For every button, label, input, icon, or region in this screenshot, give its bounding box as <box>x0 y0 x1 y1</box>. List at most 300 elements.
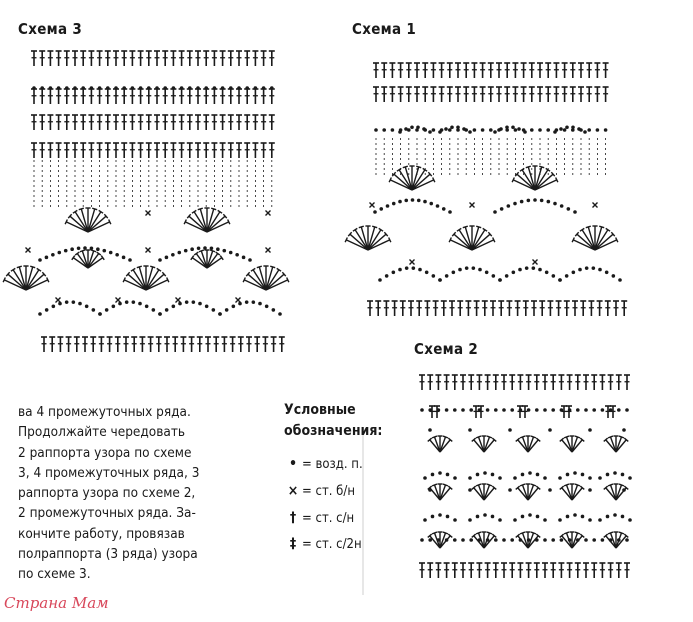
chain-stitch <box>523 130 527 134</box>
fan-stitch <box>403 166 408 167</box>
chain-stitch <box>105 308 109 312</box>
chain-stitch <box>197 247 201 251</box>
sc-stitch <box>176 298 181 303</box>
chain-stitch <box>508 428 512 432</box>
chain-stitch <box>520 200 524 204</box>
fan-stitch <box>619 436 624 438</box>
chain-stitch <box>165 256 169 260</box>
chain-stitch <box>486 408 490 412</box>
chain-stitch <box>128 258 132 262</box>
fan-stitch <box>599 226 604 227</box>
chain-stitch <box>493 130 497 134</box>
chain-stitch <box>192 300 196 304</box>
chain-stitch <box>468 428 472 432</box>
chain-stitch <box>517 127 521 131</box>
chain-stitch <box>533 198 537 202</box>
chain-stitch <box>417 199 421 203</box>
fan-stitch <box>531 484 536 486</box>
fan-stitch <box>432 484 437 486</box>
instruction-line: ва 4 промежуточных ряда. <box>18 404 191 420</box>
chain-stitch <box>543 538 547 542</box>
chain-stitch <box>468 488 472 492</box>
fan-stitch <box>17 266 22 267</box>
chain-stitch <box>422 127 426 131</box>
chain-stitch <box>592 266 596 270</box>
chain-stitch <box>553 130 557 134</box>
chain-stitch <box>567 207 571 211</box>
chain-stitch <box>500 207 504 211</box>
chain-stitch <box>587 128 591 132</box>
chain-stitch <box>476 515 480 519</box>
fan-stitch <box>531 436 536 438</box>
fan-stitch <box>575 532 580 534</box>
chain-stitch <box>499 127 503 131</box>
chain-stitch <box>272 308 276 312</box>
chain-stitch <box>601 538 605 542</box>
scheme-2-diagram <box>419 375 632 578</box>
chain-stitch <box>519 538 523 542</box>
chain-stitch <box>222 249 226 253</box>
chain-stitch <box>242 256 246 260</box>
chain-stitch <box>456 125 460 129</box>
instruction-line: по схеме 3. <box>18 566 91 583</box>
fan-stitch <box>184 220 186 225</box>
instruction-line: полраппорта (3 ряда) узора <box>18 546 198 563</box>
chain-stitch <box>378 278 382 282</box>
chain-stitch <box>258 302 262 306</box>
chain-stitch <box>392 202 396 206</box>
chain-stitch <box>453 538 457 542</box>
legend-label: = ст. с/2н <box>302 537 362 552</box>
chain-stitch <box>551 538 555 542</box>
chain-stitch <box>592 408 596 412</box>
sc-stitch <box>410 260 415 265</box>
chain-stitch <box>152 308 156 312</box>
chain-stitch <box>429 202 433 206</box>
chain-stitch <box>229 251 233 255</box>
sc-stitch <box>236 298 241 303</box>
chain-stitch <box>588 518 592 522</box>
chain-stitch <box>508 488 512 492</box>
fan-stitch <box>520 484 525 486</box>
chain-stitch <box>138 302 142 306</box>
chain-stitch <box>571 125 575 129</box>
instruction-line: раппорта узора по схеме 2, <box>18 485 196 502</box>
double-crochet-icon: † <box>289 510 297 526</box>
chain-stitch <box>596 128 600 132</box>
chain-stitch <box>609 538 613 542</box>
fan-stitch <box>3 278 5 283</box>
chain-stitch <box>592 538 596 542</box>
chain-stitch <box>109 251 113 255</box>
watermark-logo: Страна Мам <box>4 594 109 612</box>
chain-stitch <box>584 408 588 412</box>
legend-label: = ст. с/н <box>302 511 355 526</box>
chain-stitch <box>444 127 448 131</box>
chain-stitch <box>507 204 511 208</box>
sc-stitch <box>146 211 151 216</box>
chain-stitch <box>77 247 81 251</box>
chain-stitch-icon: • <box>288 456 298 472</box>
chain-stitch <box>573 471 577 475</box>
chain-stitch <box>565 125 569 129</box>
chain-stitch <box>428 538 432 542</box>
chain-stitch <box>469 538 473 542</box>
chain-stitch <box>494 538 498 542</box>
fan-stitch <box>433 178 435 183</box>
chain-stitch <box>423 476 427 480</box>
chain-stitch <box>218 312 222 316</box>
fan-stitch <box>359 226 364 227</box>
fan-stitch <box>198 208 203 209</box>
chain-stitch <box>598 518 602 522</box>
chain-stitch <box>481 128 485 132</box>
chain-stitch <box>552 274 556 278</box>
fan-stitch <box>520 532 525 534</box>
chain-stitch <box>391 128 395 132</box>
chain-stitch <box>510 538 514 542</box>
chain-stitch <box>485 270 489 274</box>
chain-stitch <box>513 202 517 206</box>
chain-stitch <box>398 268 402 272</box>
sc-stitch <box>470 203 475 208</box>
chain-stitch <box>432 128 436 132</box>
chain-stitch <box>617 538 621 542</box>
chain-stitch <box>543 408 547 412</box>
fan-stitch <box>616 238 618 243</box>
chain-stitch <box>583 130 587 134</box>
chain-stitch <box>45 308 49 312</box>
sc-stitch <box>56 298 61 303</box>
chain-stitch <box>625 538 629 542</box>
chain-stitch <box>158 258 162 262</box>
fan-stitch <box>92 208 97 209</box>
chain-stitch <box>528 471 532 475</box>
chain-stitch <box>205 304 209 308</box>
fan-stitch <box>345 238 347 243</box>
chain-stitch <box>536 473 540 477</box>
treble-crochet-icon: ‡ <box>289 536 297 552</box>
chain-stitch <box>573 513 577 517</box>
chain-stitch <box>438 278 442 282</box>
chain-stitch <box>232 304 236 308</box>
chain-stitch <box>431 515 435 519</box>
chain-stitch <box>568 538 572 542</box>
chain-stitch <box>453 518 457 522</box>
chain-stitch <box>612 274 616 278</box>
chain-stitch <box>502 538 506 542</box>
fan-stitch <box>443 436 448 438</box>
legend-item-dc <box>284 510 354 526</box>
chain-stitch <box>566 473 570 477</box>
fan-stitch <box>487 436 492 438</box>
fan-stitch <box>608 484 613 486</box>
chain-stitch <box>558 518 562 522</box>
legend-item-chain <box>284 456 363 472</box>
chain-stitch <box>478 538 482 542</box>
chain-stitch <box>125 300 129 304</box>
chain-stitch <box>628 476 632 480</box>
chain-stitch <box>491 473 495 477</box>
instruction-line: 2 раппорта узора по схеме <box>18 444 192 461</box>
legend-title: обозначения: <box>284 423 383 439</box>
chain-stitch <box>505 274 509 278</box>
chain-stitch <box>473 128 477 132</box>
chain-stitch <box>225 308 229 312</box>
chain-stitch <box>468 130 472 134</box>
chain-stitch <box>525 266 529 270</box>
fan-stitch <box>608 436 613 438</box>
legend-label: = ст. б/н <box>302 484 355 499</box>
chain-stitch <box>601 408 605 412</box>
chain-stitch <box>235 253 239 257</box>
fan-stitch <box>487 484 492 486</box>
chain-stitch <box>469 408 473 412</box>
chain-stitch <box>203 246 207 250</box>
sc-stitch <box>593 203 598 208</box>
chain-stitch <box>489 128 493 132</box>
chain-stitch <box>581 515 585 519</box>
sc-stitch <box>266 248 271 253</box>
chain-stitch <box>184 249 188 253</box>
chain-stitch <box>598 476 602 480</box>
fan-stitch <box>572 238 574 243</box>
chain-stitch <box>535 538 539 542</box>
sc-stitch <box>266 211 271 216</box>
chain-stitch <box>543 518 547 522</box>
chain-stitch <box>505 125 509 129</box>
fan-stitch <box>257 266 262 267</box>
instruction-line: 2 промежуточных ряда. За- <box>18 505 196 522</box>
fan-stitch <box>243 278 245 283</box>
chain-stitch <box>588 476 592 480</box>
fan-stitch <box>137 266 142 267</box>
fan-stitch <box>586 226 591 227</box>
fan-stitch <box>619 484 624 486</box>
chain-stitch <box>418 268 422 272</box>
chain-stitch <box>78 302 82 306</box>
fan-stitch <box>210 250 215 252</box>
chain-stitch <box>458 268 462 272</box>
chain-stitch <box>38 312 42 316</box>
chain-stitch <box>216 247 220 251</box>
chain-stitch <box>604 128 608 132</box>
fan-stitch <box>389 178 391 183</box>
scheme-3-title: Схема 3 <box>18 20 83 38</box>
scheme-1-diagram <box>345 63 627 316</box>
chain-stitch <box>172 304 176 308</box>
chain-stitch <box>588 428 592 432</box>
sc-stitch <box>370 203 375 208</box>
chain-stitch <box>92 308 96 312</box>
chain-stitch <box>551 408 555 412</box>
chain-stitch <box>465 266 469 270</box>
legend-item-sc <box>284 483 355 499</box>
chain-stitch <box>486 538 490 542</box>
chain-stitch <box>45 256 49 260</box>
chain-stitch <box>538 268 542 272</box>
sc-stitch <box>116 298 121 303</box>
chain-stitch <box>404 199 408 203</box>
fan-stitch <box>575 436 580 438</box>
chain-stitch <box>445 538 449 542</box>
chain-stitch <box>498 476 502 480</box>
fan-stitch <box>287 278 289 283</box>
chain-stitch <box>445 408 449 412</box>
chain-stitch <box>210 247 214 251</box>
chain-stitch <box>585 266 589 270</box>
chain-stitch <box>64 249 68 253</box>
fan-stitch <box>476 532 481 534</box>
chain-stitch <box>493 210 497 214</box>
chain-stitch <box>566 515 570 519</box>
chain-stitch <box>613 471 617 475</box>
sc-stitch <box>26 248 31 253</box>
chain-stitch <box>547 200 551 204</box>
fan-stitch <box>526 166 531 167</box>
fan-stitch <box>520 436 525 438</box>
fan-stitch <box>564 436 569 438</box>
chain-stitch <box>559 127 563 131</box>
chain-stitch <box>446 473 450 477</box>
chain-stitch <box>553 202 557 206</box>
chain-stitch <box>65 300 69 304</box>
chain-stitch <box>398 200 402 204</box>
chain-stitch <box>386 204 390 208</box>
chain-stitch <box>122 256 126 260</box>
scheme-2-title: Схема 2 <box>414 340 479 358</box>
fan-stitch <box>416 166 421 167</box>
fan-stitch <box>556 178 558 183</box>
chain-stitch <box>606 473 610 477</box>
chain-stitch <box>428 488 432 492</box>
chain-stitch <box>98 312 102 316</box>
fan-stitch <box>487 532 492 534</box>
chain-stitch <box>90 247 94 251</box>
chain-stitch <box>102 249 106 253</box>
chain-stitch <box>373 210 377 214</box>
chain-stitch <box>618 278 622 282</box>
chain-stitch <box>404 127 408 131</box>
instruction-line: 3, 4 промежуточных ряда, 3 <box>18 464 200 481</box>
chain-stitch <box>420 538 424 542</box>
chain-stitch <box>115 253 119 257</box>
fan-stitch <box>463 226 468 227</box>
chain-stitch <box>265 304 269 308</box>
chain-stitch <box>483 513 487 517</box>
chain-stitch <box>438 513 442 517</box>
fan-stitch <box>443 532 448 534</box>
chain-stitch <box>158 312 162 316</box>
chain-stitch <box>72 300 76 304</box>
chain-stitch <box>521 515 525 519</box>
chain-stitch <box>498 278 502 282</box>
chain-stitch <box>563 128 567 132</box>
chain-stitch <box>558 278 562 282</box>
chain-stitch <box>379 207 383 211</box>
chain-stitch <box>252 300 256 304</box>
chain-stitch <box>132 300 136 304</box>
chain-stitch <box>578 268 582 272</box>
chain-stitch <box>278 312 282 316</box>
chain-stitch <box>96 247 100 251</box>
chain-stitch <box>245 300 249 304</box>
fan-stitch <box>476 226 481 227</box>
chain-stitch <box>606 515 610 519</box>
chain-stitch <box>453 476 457 480</box>
chain-stitch <box>410 125 414 129</box>
chain-stitch <box>518 268 522 272</box>
chain-stitch <box>177 251 181 255</box>
chain-stitch <box>494 408 498 412</box>
chain-stitch <box>576 538 580 542</box>
chain-stitch <box>560 204 564 208</box>
fan-stitch <box>211 208 216 209</box>
fan-stitch <box>199 250 204 252</box>
chain-stitch <box>452 270 456 274</box>
chain-stitch <box>442 207 446 211</box>
fan-stitch <box>79 208 84 209</box>
legend <box>284 400 383 552</box>
chain-stitch <box>405 266 409 270</box>
fan-stitch <box>123 278 125 283</box>
fan-stitch <box>228 220 230 225</box>
chain-stitch <box>621 515 625 519</box>
chain-stitch <box>483 471 487 475</box>
fan-stitch <box>564 532 569 534</box>
chain-stitch <box>622 488 626 492</box>
chain-stitch <box>576 408 580 412</box>
chain-stitch <box>558 476 562 480</box>
chain-stitch <box>171 253 175 257</box>
chain-stitch <box>532 266 536 270</box>
chain-stitch <box>628 518 632 522</box>
chain-stitch <box>577 127 581 131</box>
chain-stitch <box>527 538 531 542</box>
chain-stitch <box>432 274 436 278</box>
chain-stitch <box>416 125 420 129</box>
chain-stitch <box>52 304 56 308</box>
chain-stitch <box>622 428 626 432</box>
fan-stitch <box>512 178 514 183</box>
fan-stitch <box>432 436 437 438</box>
chain-stitch <box>382 128 386 132</box>
chain-stitch <box>212 308 216 312</box>
fan-stitch <box>476 484 481 486</box>
sc-stitch <box>146 248 151 253</box>
fan-stitch <box>539 166 544 167</box>
chain-stitch <box>543 476 547 480</box>
chain-stitch <box>513 476 517 480</box>
chain-stitch <box>536 515 540 519</box>
chain-stitch <box>431 473 435 477</box>
chain-stitch <box>535 408 539 412</box>
chain-stitch <box>398 130 402 134</box>
chain-stitch <box>248 258 252 262</box>
sc-stitch <box>533 260 538 265</box>
chain-stitch <box>423 200 427 204</box>
legend-item-tr <box>284 536 362 552</box>
chain-stitch <box>511 125 515 129</box>
chain-stitch <box>420 408 424 412</box>
fan-stitch <box>619 532 624 534</box>
fan-stitch <box>80 250 85 252</box>
fan-stitch <box>30 266 35 267</box>
chain-stitch <box>428 130 432 134</box>
chain-stitch <box>510 408 514 412</box>
chain-stitch <box>621 473 625 477</box>
chain-stitch <box>528 513 532 517</box>
